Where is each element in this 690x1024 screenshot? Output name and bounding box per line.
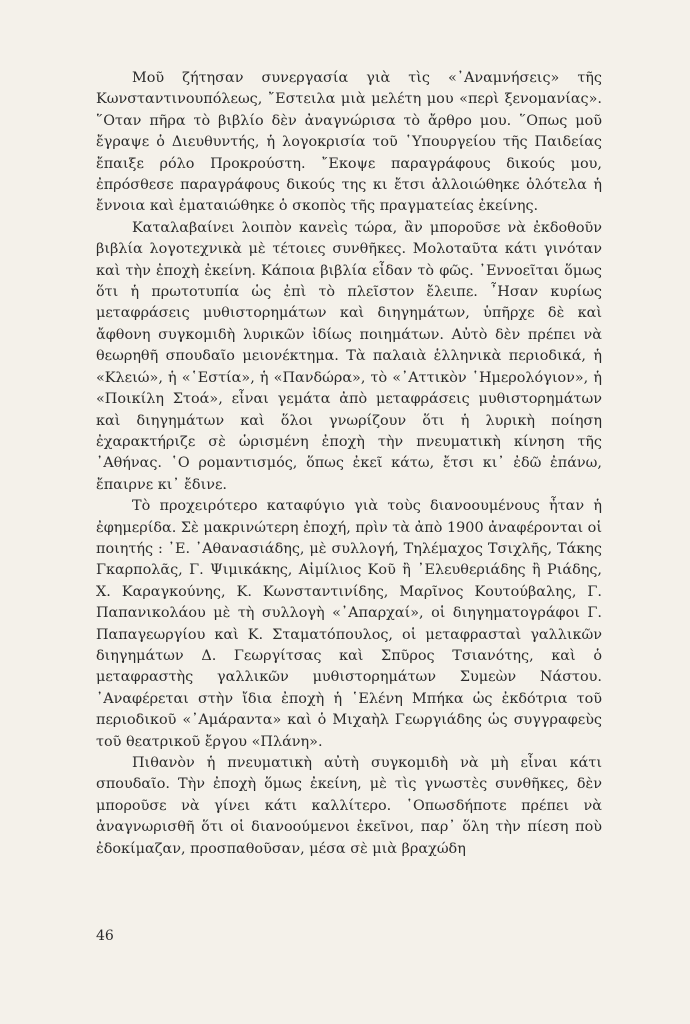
page-number: 46 bbox=[96, 928, 114, 944]
paragraph-1: Μοῦ ζήτησαν συνεργασία γιὰ τὶς «᾿Αναμνήσεις» τῆς Κωνσταντινουπόλεως, ῎Εστειλα μιὰ μελέτη μου «περὶ ξενομανίας». ῞Οταν πῆρα τὸ βιβλίο δὲν ἀναγνώρισα τὸ ἄρθρο μου. ῞Οπως μοῦ ἔγραψε ὁ Διευθυντής, ἡ λογοκρισία τοῦ ῾Υπουργείου τῆς Παιδείας ἔπαιξε ρόλο Προκρούστη. ῎Εκοψε παραγράφους δικούς μου, ἐπρόσθεσε παραγράφους δικούς της κι ἔτσι ἀλλοιώθηκε ὁλότελα ἡ ἔννοια καὶ ἐματαιώθηκε ὁ σκοπὸς τῆς πραγματείας ἐκείνης. bbox=[96, 70, 602, 215]
paragraph-3: Τὸ προχειρότερο καταφύγιο γιὰ τοὺς διανοουμένους ἦταν ἡ ἐφημερίδα. Σὲ μακρινώτερη ἐποχή, πρὶν τὰ ἀπὸ 1900 ἀναφέρονται οἱ ποιητής : ᾿Ε. ᾿Αθανασιάδης, μὲ συλλογή, Τηλέμαχος Τσιχλῆς, Τάκης Γκαρπολᾶς, Γ. Ψιμικάκης, Αἰμίλιος Κοῦ ἢ ᾿Ελευθεριάδης ἢ Ριάδης, Χ. Καραγκούνης, Κ. Κωνσταντινίδης, Μαρῖνος Κουτούβαλης, Γ. Παπανικολάου μὲ τὴ συλλογὴ «᾿Απαρχαί», οἱ διηγηματογράφοι Γ. Παπαγεωργίου καὶ Κ. Σταματόπουλος, οἱ μεταφρασταὶ γαλλικῶν διηγημάτων Δ. Γεωργίτσας καὶ Σπῦρος Τσιανότης, καὶ ὁ μεταφραστὴς γαλλικῶν μυθιστορημάτων Συμεὼν Νάστου. ᾿Αναφέρεται στὴν ἴδια ἐποχὴ ἡ ῾Ελένη Μπήκα ὡς ἐκδότρια τοῦ περιοδικοῦ «᾿Αμάραντα» καὶ ὁ Μιχαὴλ Γεωργιάδης ὡς συγγραφεὺς τοῦ θεατρικοῦ ἔργου «Πλάνη». bbox=[96, 498, 602, 750]
paragraph-4: Πιθανὸν ἡ πνευματικὴ αὐτὴ συγκομιδὴ νὰ μὴ εἶναι κάτι σπουδαῖο. Τὴν ἐποχὴ ὅμως ἐκείνη, μὲ τὶς γνωστὲς συνθῆκες, δὲν μποροῦσε νὰ γίνει κάτι καλλίτερο. ῾Οπωσδήποτε πρέπει νὰ ἀναγνωρισθῆ ὅτι οἱ διανοούμενοι ἐκεῖνοι, παρ᾿ ὅλη τὴν πίεση ποὺ ἐδοκίμαζαν, προσπαθοῦσαν, μέσα σὲ μιὰ βραχώδη bbox=[96, 755, 602, 857]
body-text bbox=[96, 68, 602, 860]
paragraph-2: Καταλαβαίνει λοιπὸν κανεὶς τώρα, ἂν μποροῦσε νὰ ἐκδοθοῦν βιβλία λογοτεχνικὰ μὲ τέτοιες συνθῆκες. Μολοταῦτα κάτι γινόταν καὶ τὴν ἐποχὴ ἐκείνη. Κάποια βιβλία εἶδαν τὸ φῶς. ᾿Εννοεῖται ὅμως ὅτι ἡ πρωτοτυπία ὡς ἐπὶ τὸ πλεῖστον ἔλειπε. ῏Ησαν κυρίως μεταφράσεις μυθιστορημάτων καὶ διηγημάτων, ὑπῆρχε δὲ καὶ ἄφθονη συγκομιδὴ λυρικῶν ἰδίως ποιημάτων. Αὐτὸ δὲν πρέπει νὰ θεωρηθῆ σπουδαῖο μειονέκτημα. Τὰ παλαιὰ ἑλληνικὰ περιοδικά, ἡ «Κλειώ», ἡ «῾Εστία», ἡ «Πανδώρα», τὸ «᾿Αττικὸν ῾Ημερολόγιον», ἡ «Ποικίλη Στοά», εἶναι γεμάτα ἀπὸ μεταφράσεις μυθιστορημάτων καὶ διηγημάτων καὶ ὅλοι γνωρίζουν ὅτι ἡ λυρικὴ ποίηση ἐχαρακτήριζε σὲ ὡρισμένη ἐποχὴ τὴν πνευματικὴ κίνηση τῆς ᾿Αθήνας. ῾Ο ρομαντισμός, ὅπως ἐκεῖ κάτω, ἔτσι κι᾿ ἐδῶ ἐπάνω, ἔπαιρνε κι᾿ ἔδινε. bbox=[96, 219, 602, 493]
